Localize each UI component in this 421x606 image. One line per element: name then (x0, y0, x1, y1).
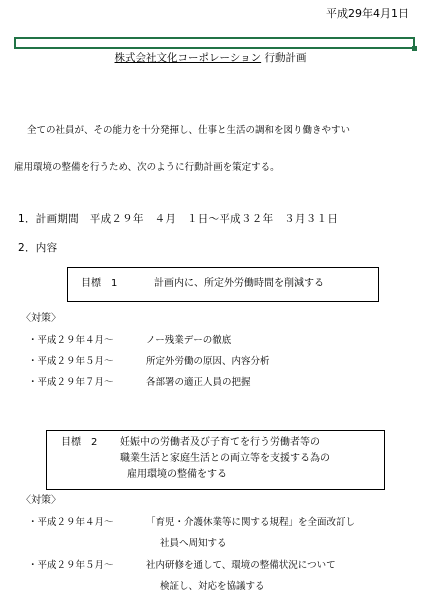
goal-2-box (46, 430, 385, 490)
measure-2-1-line-2: 社員へ周知する (160, 538, 227, 549)
measure-2-1-line-1: 「育児・介護休業等に関する規程」を全面改訂し (146, 517, 356, 528)
document-date: 平成29年4月1日 (326, 7, 409, 20)
measure-2-2-date: ・平成２９年５月～ (28, 560, 114, 571)
goal-2-line-3: 雇用環境の整備をする (127, 469, 227, 480)
measure-1-1-text: ノー残業デーの徹底 (146, 335, 232, 346)
measure-1-3-text: 各部署の適正人員の把握 (146, 377, 251, 388)
measure-1-2-text: 所定外労働の原因、内容分析 (146, 356, 270, 367)
goal-1-label: 目標 1 (81, 278, 118, 289)
measures-1-header: 〈対策〉 (21, 313, 61, 324)
company-name: 株式会社文化コーポレーション (114, 52, 262, 64)
document-title (0, 53, 421, 64)
measure-1-1-date: ・平成２９年４月～ (28, 335, 114, 346)
goal-1-text: 計画内に、所定外労働時間を削減する (154, 278, 324, 289)
measures-2-header: 〈対策〉 (21, 495, 61, 506)
measure-2-1-date: ・平成２９年４月～ (28, 517, 114, 528)
section-plan-period: 1．計画期間 平成２９年 ４月 １日～平成３２年 ３月３１日 (18, 213, 339, 225)
title-suffix: 行動計画 (264, 52, 307, 64)
intro-line-2: 雇用環境の整備を行うため、次のように行動計画を策定する。 (14, 162, 280, 173)
measure-2-2-line-2: 検証し、対応を協議する (160, 581, 265, 592)
goal-1-box (67, 267, 379, 302)
measure-1-3-date: ・平成２９年７月～ (28, 377, 114, 388)
goal-2-line-1: 妊娠中の労働者及び子育てを行う労働者等の (120, 437, 320, 448)
goal-2-line-2: 職業生活と家庭生活との両立等を支援する為の (120, 453, 330, 464)
section-contents: 2．内容 (18, 242, 58, 254)
measure-1-2-date: ・平成２９年５月～ (28, 356, 114, 367)
measure-2-2-line-1: 社内研修を通して、環境の整備状況について (146, 560, 336, 571)
intro-line-1: 全ての社員が、その能力を十分発揮し、仕事と生活の調和を図り働きやすい (27, 125, 351, 136)
goal-2-label: 目標 2 (61, 437, 98, 448)
selected-cell-outline[interactable] (14, 37, 415, 49)
